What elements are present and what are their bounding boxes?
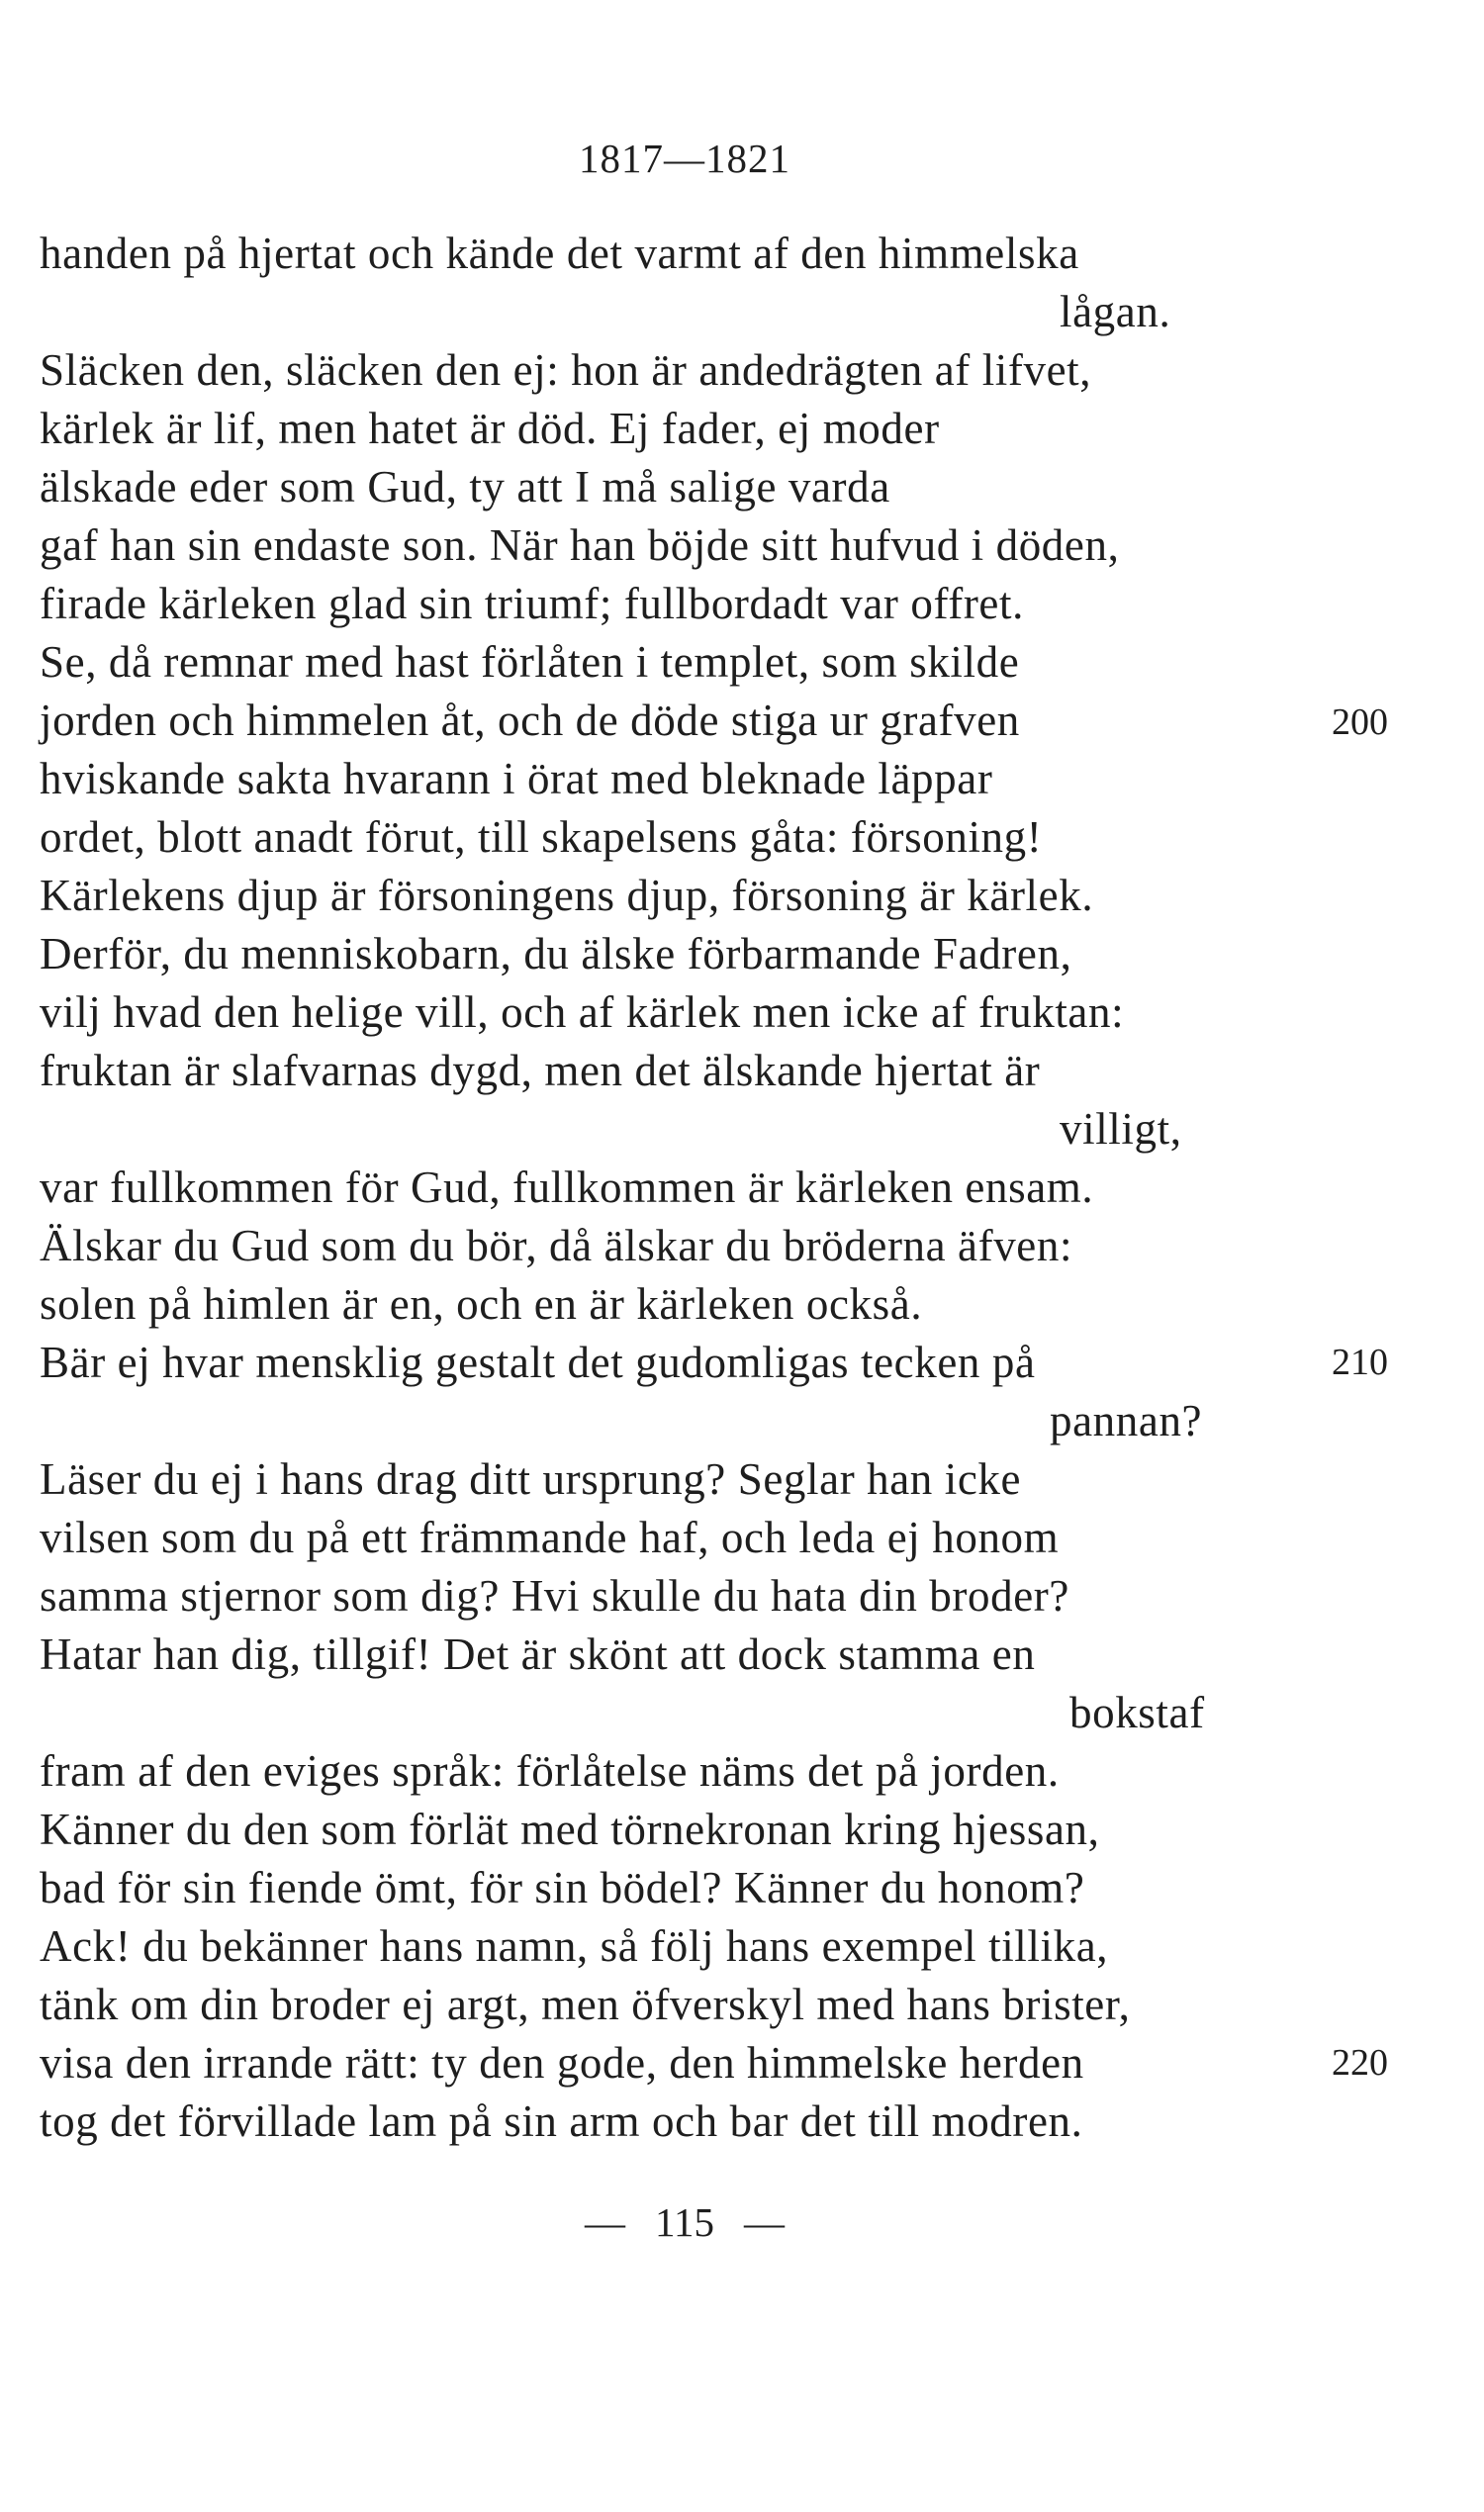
- verse-line-continuation: lågan.: [1060, 287, 1171, 336]
- line-number: 220: [1332, 2042, 1388, 2084]
- verse-line: var fullkommen för Gud, fullkommen är kärleken ensam.: [40, 1163, 1094, 1212]
- footer-dash-left: —: [585, 2199, 625, 2245]
- verse-line: Derför, du menniskobarn, du älske förbarmande Fadren,: [40, 929, 1072, 978]
- line-number: 210: [1332, 1342, 1388, 1383]
- verse-line: Ack! du bekänner hans namn, så följ hans exempel tillika,: [40, 1921, 1109, 1971]
- footer-dash-right: —: [743, 2199, 785, 2245]
- verse-line-continuation: pannan?: [1050, 1396, 1203, 1445]
- verse-line: fram af den eviges språk: förlåtelse näms det på jorden.: [40, 1746, 1060, 1796]
- verse-line: Älskar du Gud som du bör, då älskar du bröderna äfven:: [40, 1221, 1073, 1270]
- verse-line: Se, då remnar med hast förlåten i templet, som skilde: [40, 637, 1020, 687]
- verse-line: vilj hvad den helige vill, och af kärlek men icke af fruktan:: [40, 987, 1125, 1037]
- verse-line: Läser du ej i hans drag ditt ursprung? Seglar han icke: [40, 1454, 1022, 1504]
- line-number: 200: [1332, 701, 1388, 743]
- verse-line: handen på hjertat och kände det varmt af den himmelska: [40, 229, 1079, 278]
- page-header: 1817—1821: [579, 136, 790, 181]
- verse-line: Släcken den, släcken den ej: hon är andedrägten af lifvet,: [40, 345, 1092, 395]
- verse-line-continuation: villigt,: [1060, 1104, 1182, 1154]
- verse-line: älskade eder som Gud, ty att I må salige varda: [40, 462, 890, 512]
- verse-line: bad för sin fiende ömt, för sin bödel? Känner du honom?: [40, 1863, 1085, 1912]
- verse-line: Känner du den som förlät med törnekronan kring hjessan,: [40, 1805, 1100, 1854]
- verse-line: firade kärleken glad sin triumf; fullbordadt var offret.: [40, 579, 1024, 628]
- verse-line: fruktan är slafvarnas dygd, men det älskande hjertat är: [40, 1046, 1041, 1095]
- verse-line: hviskande sakta hvarann i örat med bleknade läppar: [40, 754, 993, 803]
- verse-line: samma stjernor som dig? Hvi skulle du hata din broder?: [40, 1571, 1069, 1621]
- page-footer: [0, 2192, 1369, 2252]
- verse-line: jorden och himmelen åt, och de döde stiga ur grafven: [40, 696, 1020, 745]
- verse-line: kärlek är lif, men hatet är död. Ej fader, ej moder: [40, 404, 940, 453]
- verse-line: solen på himlen är en, och en är kärleken också.: [40, 1279, 923, 1329]
- verse-line: ordet, blott anadt förut, till skapelsens gåta: försoning!: [40, 812, 1043, 862]
- verse-line: gaf han sin endaste son. När han böjde sitt hufvud i döden,: [40, 520, 1120, 570]
- verse-line: tänk om din broder ej argt, men öfverskyl med hans brister,: [40, 1980, 1131, 2029]
- verse-line: vilsen som du på ett främmande haf, och leda ej honom: [40, 1513, 1060, 1562]
- verse-line: Hatar han dig, tillgif! Det är skönt att dock stamma en: [40, 1629, 1036, 1679]
- verse-line: tog det förvillade lam på sin arm och bar det till modren.: [40, 2096, 1083, 2146]
- page-number: 115: [655, 2199, 714, 2245]
- verse-line: Bär ej hvar mensklig gestalt det gudomligas tecken på: [40, 1338, 1036, 1387]
- verse-line: visa den irrande rätt: ty den gode, den himmelske herden: [40, 2038, 1084, 2088]
- verse-line-continuation: bokstaf: [1069, 1688, 1205, 1737]
- verse-line: Kärlekens djup är försoningens djup, försoning är kärlek.: [40, 871, 1094, 920]
